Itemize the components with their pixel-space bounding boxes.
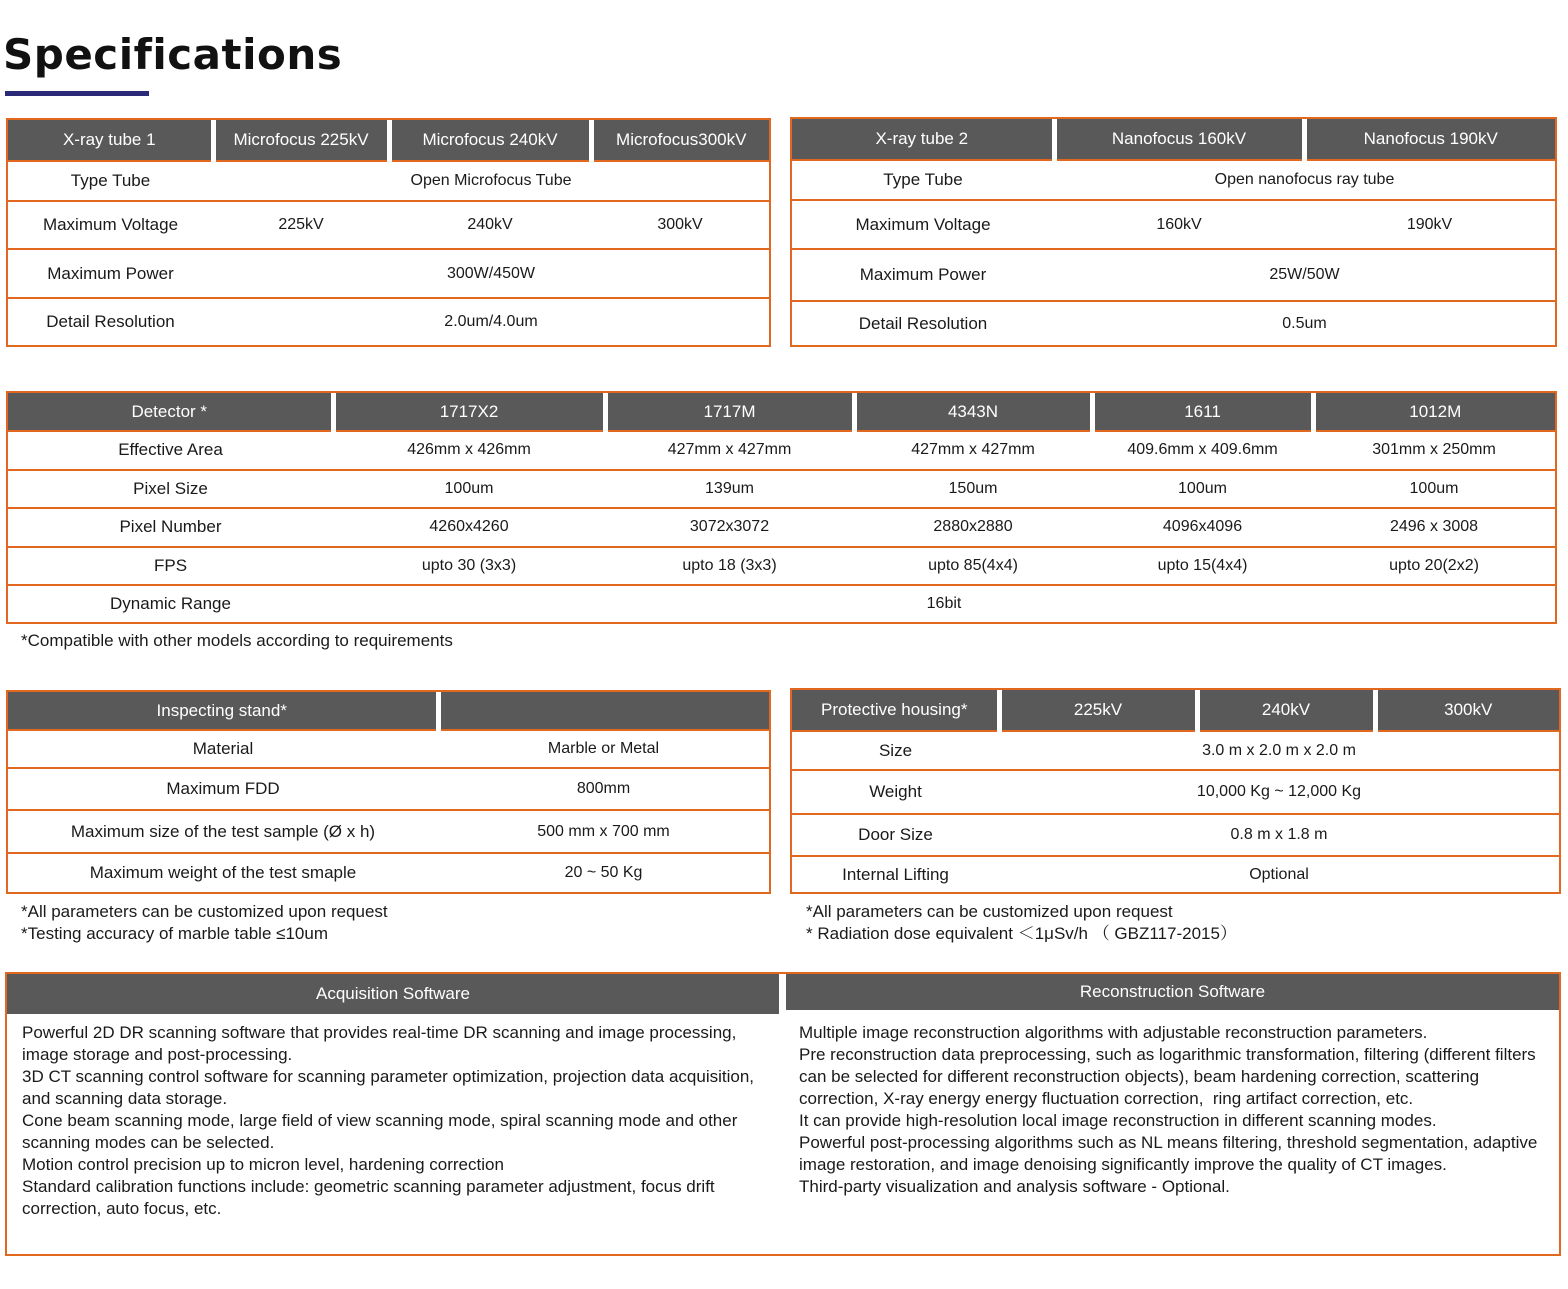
inspecting-stand-table: [6, 690, 771, 894]
xray1-type-tube-label: Type Tube: [70, 171, 151, 190]
housing-row-value: 10,000 Kg ~ 12,000 Kg: [999, 770, 1559, 814]
xray1-max-power-label: Maximum Power: [8, 249, 213, 298]
detector-cell: 2880x2880: [854, 508, 1092, 547]
stand-row-label: Maximum size of the test sample (Ø x h): [8, 810, 438, 853]
housing-row-label: Door Size: [792, 814, 999, 856]
detector-cell: 4096x4096: [1092, 508, 1313, 547]
stand-note: *Testing accuracy of marble table ≤10um: [21, 924, 328, 943]
xray2-max-power-label: Maximum Power: [792, 249, 1054, 301]
xray1-header-1: Microfocus 225kV: [213, 120, 389, 161]
housing-header-1: 225kV: [999, 690, 1197, 731]
detector-cell: upto 15(4x4): [1092, 547, 1313, 586]
detector-cell: 426mm x 426mm: [407, 441, 531, 459]
detector-row-label: FPS: [8, 547, 333, 586]
detector-row-label: Pixel Size: [8, 470, 333, 509]
rec-line: Powerful post-processing algorithms such as NL means filtering, threshold segmentation, adaptive image restoration, and image denoising significantly improve the quality of CT images.: [799, 1133, 1543, 1174]
acquisition-software-text: [22, 1022, 762, 1220]
detector-cell: 301mm x 250mm: [1372, 441, 1496, 459]
detector-cell: 409.6mm x 409.6mm: [1127, 441, 1278, 459]
xray1-max-power-value: 300W/450W: [213, 249, 769, 298]
acq-line: Cone beam scanning mode, large field of view scanning mode, spiral scanning mode and other scanning modes can be selected.: [22, 1111, 743, 1152]
detector-header-4: 1611: [1092, 393, 1313, 431]
detector-cell: upto 85(4x4): [854, 547, 1092, 586]
housing-header-3: 300kV: [1375, 690, 1559, 731]
acq-line: 3D CT scanning control software for scanning parameter optimization, projection data acquisition, and scanning data storage.: [22, 1067, 759, 1108]
xray1-max-voltage-value: 300kV: [591, 201, 769, 249]
stand-row-label: Material: [192, 739, 254, 758]
detector-dynamic-range-value: 16bit: [333, 585, 1555, 622]
xray2-max-power-value: 25W/50W: [1054, 249, 1555, 301]
stand-header-0: Inspecting stand*: [8, 692, 438, 730]
rec-line: It can provide high-resolution local image reconstruction in different scanning modes.: [799, 1111, 1437, 1130]
stand-row-value: 20 ~ 50 Kg: [438, 853, 769, 892]
stand-row-value: 500 mm x 700 mm: [438, 810, 769, 853]
rec-line: Multiple image reconstruction algorithms with adjustable reconstruction parameters.: [799, 1023, 1428, 1042]
detector-table: [6, 391, 1557, 624]
acq-line: Standard calibration functions include: geometric scanning parameter adjustment, focus drift correction, auto focus, etc.: [22, 1177, 720, 1218]
detector-cell: 100um: [333, 470, 605, 509]
detector-cell: 100um: [1313, 470, 1555, 509]
detector-note: *Compatible with other models according to requirements: [21, 631, 453, 650]
housing-header-0: Protective housing*: [792, 690, 999, 731]
acq-line: Motion control precision up to micron level, hardening correction: [22, 1155, 504, 1174]
xray1-header-0: X-ray tube 1: [8, 120, 213, 161]
detector-header-3: 4343N: [854, 393, 1092, 431]
xray2-type-tube-label: Type Tube: [883, 170, 963, 189]
housing-row-label: Weight: [792, 770, 999, 814]
housing-row-label: Internal Lifting: [792, 856, 999, 892]
detector-row-label: Effective Area: [118, 440, 223, 460]
stand-row-label: Maximum FDD: [8, 768, 438, 810]
xray2-detail-res-value: 0.5um: [1054, 301, 1555, 345]
detector-row-label: Pixel Number: [8, 508, 333, 547]
xray1-type-tube-value: Open Microfocus Tube: [410, 172, 572, 189]
detector-cell: 4260x4260: [333, 508, 605, 547]
stand-notes: [21, 901, 388, 945]
xray2-header-0: X-ray tube 2: [792, 119, 1054, 160]
detector-header-2: 1717M: [605, 393, 854, 431]
reconstruction-software-header: Reconstruction Software: [786, 974, 1559, 1010]
detector-header-5: 1012M: [1313, 393, 1555, 431]
stand-row-value: 800mm: [438, 768, 769, 810]
xray2-type-tube-value: Open nanofocus ray tube: [1214, 171, 1395, 188]
reconstruction-software-text: [799, 1022, 1544, 1198]
detector-cell: 3072x3072: [605, 508, 854, 547]
protective-housing-table: [790, 688, 1561, 894]
rec-line: Third-party visualization and analysis software - Optional.: [799, 1177, 1230, 1196]
housing-row-value: Optional: [999, 856, 1559, 892]
stand-header-1: [438, 692, 769, 730]
xray2-header-1: Nanofocus 160kV: [1054, 119, 1304, 160]
title-underline: [5, 91, 149, 96]
xray2-header-2: Nanofocus 190kV: [1304, 119, 1555, 160]
detector-cell: 427mm x 427mm: [911, 441, 1035, 459]
xray1-detail-res-value: 2.0um/4.0um: [213, 298, 769, 345]
xray2-max-voltage-value: 160kV: [1054, 200, 1304, 249]
detector-cell: upto 20(2x2): [1313, 547, 1555, 586]
acquisition-software-header: Acquisition Software: [7, 974, 779, 1014]
acq-line: Powerful 2D DR scanning software that provides real-time DR scanning and image processing, image storage and post-processing.: [22, 1023, 742, 1064]
housing-header-2: 240kV: [1197, 690, 1375, 731]
stand-row-value: Marble or Metal: [547, 740, 660, 757]
stand-row-label: Maximum weight of the test smaple: [8, 853, 438, 892]
xray2-detail-res-label: Detail Resolution: [792, 301, 1054, 345]
detector-dynamic-range-label: Dynamic Range: [8, 585, 333, 622]
software-panel: [5, 972, 1561, 1256]
detector-cell: 100um: [1092, 470, 1313, 509]
detector-cell: 2496 x 3008: [1313, 508, 1555, 547]
detector-cell: 427mm x 427mm: [667, 441, 792, 459]
detector-header-0: Detector *: [8, 393, 333, 431]
xray1-header-3: Microfocus300kV: [591, 120, 769, 161]
xray1-max-voltage-value: 240kV: [389, 201, 591, 249]
xray-tube-2-table: [790, 117, 1557, 347]
xray1-detail-res-label: Detail Resolution: [8, 298, 213, 345]
stand-note: *All parameters can be customized upon request: [21, 902, 388, 921]
housing-row-label: Size: [878, 740, 913, 760]
housing-note: *All parameters can be customized upon request: [806, 902, 1173, 921]
detector-cell: 150um: [854, 470, 1092, 509]
xray2-max-voltage-value: 190kV: [1304, 200, 1555, 249]
housing-row-value: 0.8 m x 1.8 m: [999, 814, 1559, 856]
rec-line: Pre reconstruction data preprocessing, such as logarithmic transformation, filtering (different filters can be selected for different reconstruction objects), beam hardening correction, scattering correction, X-ray energy energy fluctuation correction, ring artifact correction, etc.: [799, 1045, 1541, 1108]
xray2-max-voltage-label: Maximum Voltage: [792, 200, 1054, 249]
xray1-header-2: Microfocus 240kV: [389, 120, 591, 161]
detector-cell: upto 18 (3x3): [605, 547, 854, 586]
xray1-max-voltage-label: Maximum Voltage: [8, 201, 213, 249]
housing-note: * Radiation dose equivalent ＜1μSv/h （ GBZ117-2015）: [806, 924, 1237, 943]
xray-tube-1-table: [6, 118, 771, 347]
detector-header-1: 1717X2: [333, 393, 605, 431]
housing-notes: [806, 901, 1237, 945]
page-title: Specifications: [3, 30, 343, 79]
housing-row-value: 3.0 m x 2.0 m x 2.0 m: [1202, 741, 1356, 759]
xray1-max-voltage-value: 225kV: [213, 201, 389, 249]
detector-cell: upto 30 (3x3): [333, 547, 605, 586]
detector-cell: 139um: [605, 470, 854, 509]
